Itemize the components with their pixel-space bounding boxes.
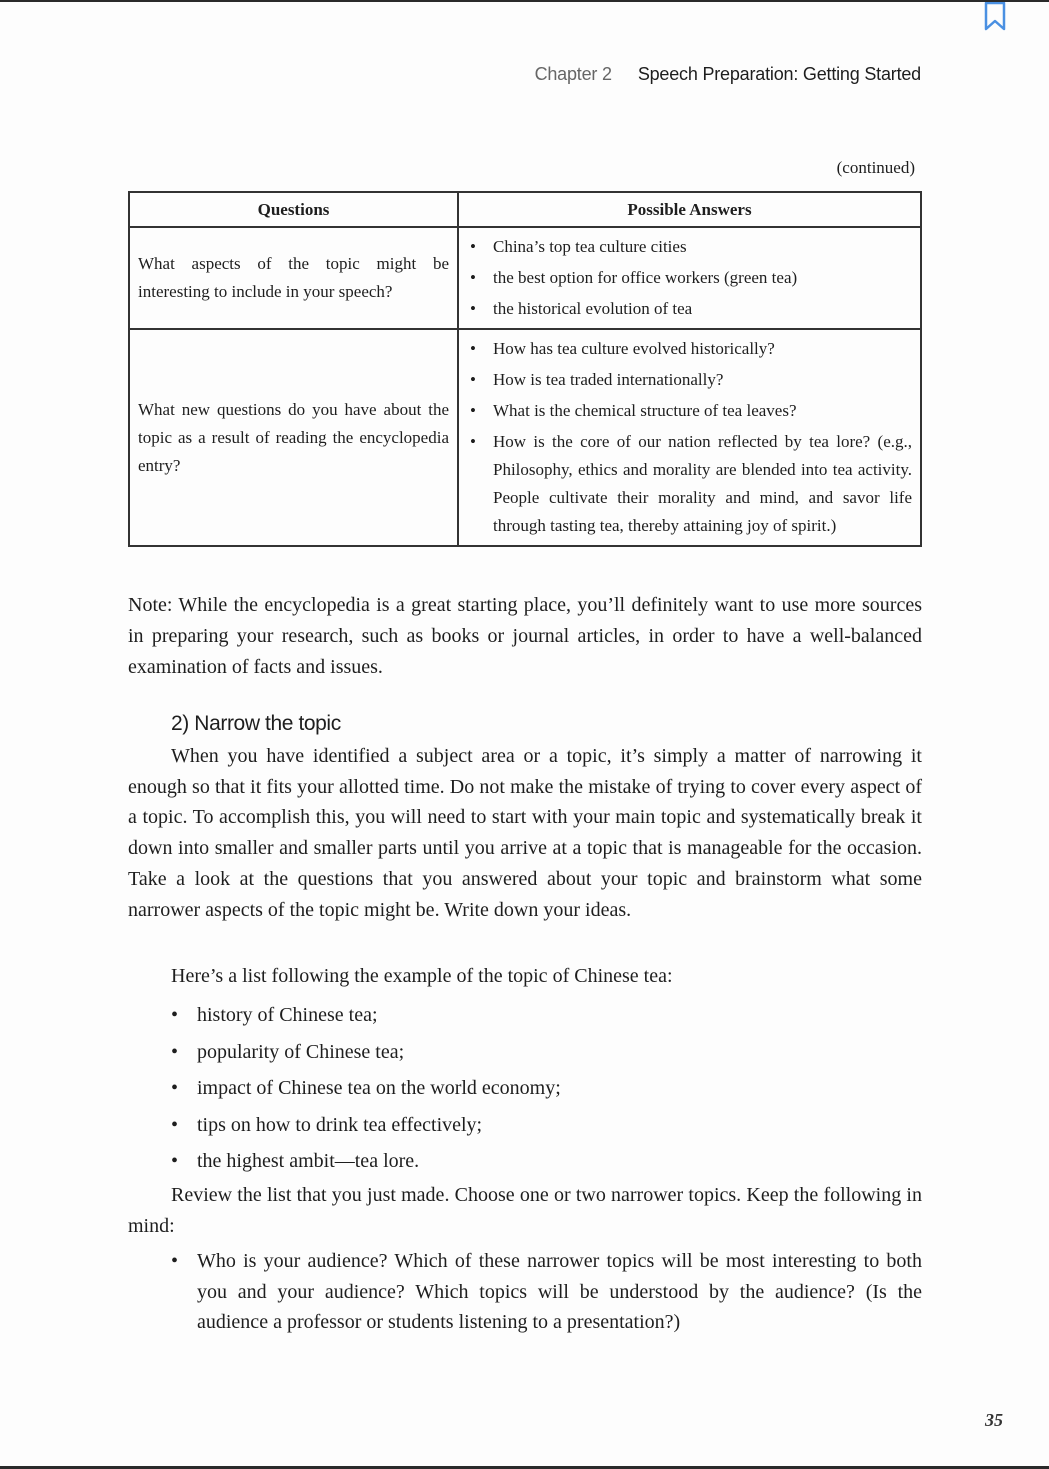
bookmark-button[interactable] — [983, 2, 1007, 32]
bookmark-icon — [983, 2, 1007, 32]
top-border — [0, 0, 1049, 2]
chapter-label: Chapter 2 — [534, 64, 612, 84]
questions-table — [128, 191, 922, 547]
running-header — [535, 64, 921, 85]
list-item: • popularity of Chinese tea; — [171, 1034, 922, 1071]
answer-item: • How is the core of our nation reflected by tea lore? (e.g., Philosophy, ethics and morality are blended into tea activity. People cultivate their morality and mind, and savor life through tasting tea, thereby attaining joy of spirit.) — [467, 428, 912, 540]
review-paragraph: Review the list that you just made. Choose one or two narrower topics. Keep the following in mind: — [128, 1184, 922, 1237]
column-header-questions: Questions — [129, 192, 458, 227]
section-heading: 2) Narrow the topic — [171, 712, 341, 735]
table-header-row — [129, 192, 921, 227]
narrow-topics-list — [171, 997, 922, 1180]
answer-item: • the best option for office workers (green tea) — [467, 264, 912, 292]
answer-item: • How has tea culture evolved historically? — [467, 335, 912, 363]
considerations-list — [171, 1246, 922, 1338]
column-header-answers: Possible Answers — [458, 192, 921, 227]
answer-item: • China’s top tea culture cities — [467, 233, 912, 261]
list-item: • Who is your audience? Which of these narrower topics will be most interesting to both you and your audience? Which topics will be understood by the audience? (Is the audience a professor or students listening to a presentation?) — [171, 1246, 922, 1338]
body-paragraph: When you have identified a subject area or a topic, it’s simply a matter of narrowing it enough so that it fits your allotted time. Do not make the mistake of trying to cover every aspect of a topic. To accomplish this, you will need to start with your main topic and systematically break it down into smaller and smaller parts until you arrive at a topic that is manageable for the occasion. Take a look at the questions that you answered about your topic and brainstorm what some narrower aspects of the topic might be. Write down your ideas. — [128, 745, 922, 921]
continued-label: (continued) — [836, 158, 915, 177]
table-row — [129, 227, 921, 329]
chapter-title: Speech Preparation: Getting Started — [637, 64, 921, 84]
answers-list — [467, 335, 912, 540]
answer-item: • the historical evolution of tea — [467, 295, 912, 323]
note-paragraph: Note: While the encyclopedia is a great starting place, you’ll definitely want to use more sources in preparing your research, such as books or journal articles, in order to have a well-balanced examination of facts and issues. — [128, 594, 922, 678]
page-number: 35 — [985, 1410, 1003, 1430]
table-row — [129, 329, 921, 546]
answer-item: • How is tea traded internationally? — [467, 366, 912, 394]
list-item: • impact of Chinese tea on the world economy; — [171, 1070, 922, 1107]
answers-cell — [458, 227, 921, 329]
answer-item: • What is the chemical structure of tea leaves? — [467, 397, 912, 425]
list-intro-paragraph: Here’s a list following the example of the topic of Chinese tea: — [171, 965, 673, 987]
list-item: • the highest ambit—tea lore. — [171, 1143, 922, 1180]
answers-cell — [458, 329, 921, 546]
answers-list — [467, 233, 912, 323]
question-cell: What new questions do you have about the topic as a result of reading the encyclopedia entry? — [129, 329, 458, 546]
question-cell: What aspects of the topic might be interesting to include in your speech? — [129, 227, 458, 329]
list-item: • tips on how to drink tea effectively; — [171, 1107, 922, 1144]
list-item: • history of Chinese tea; — [171, 997, 922, 1034]
